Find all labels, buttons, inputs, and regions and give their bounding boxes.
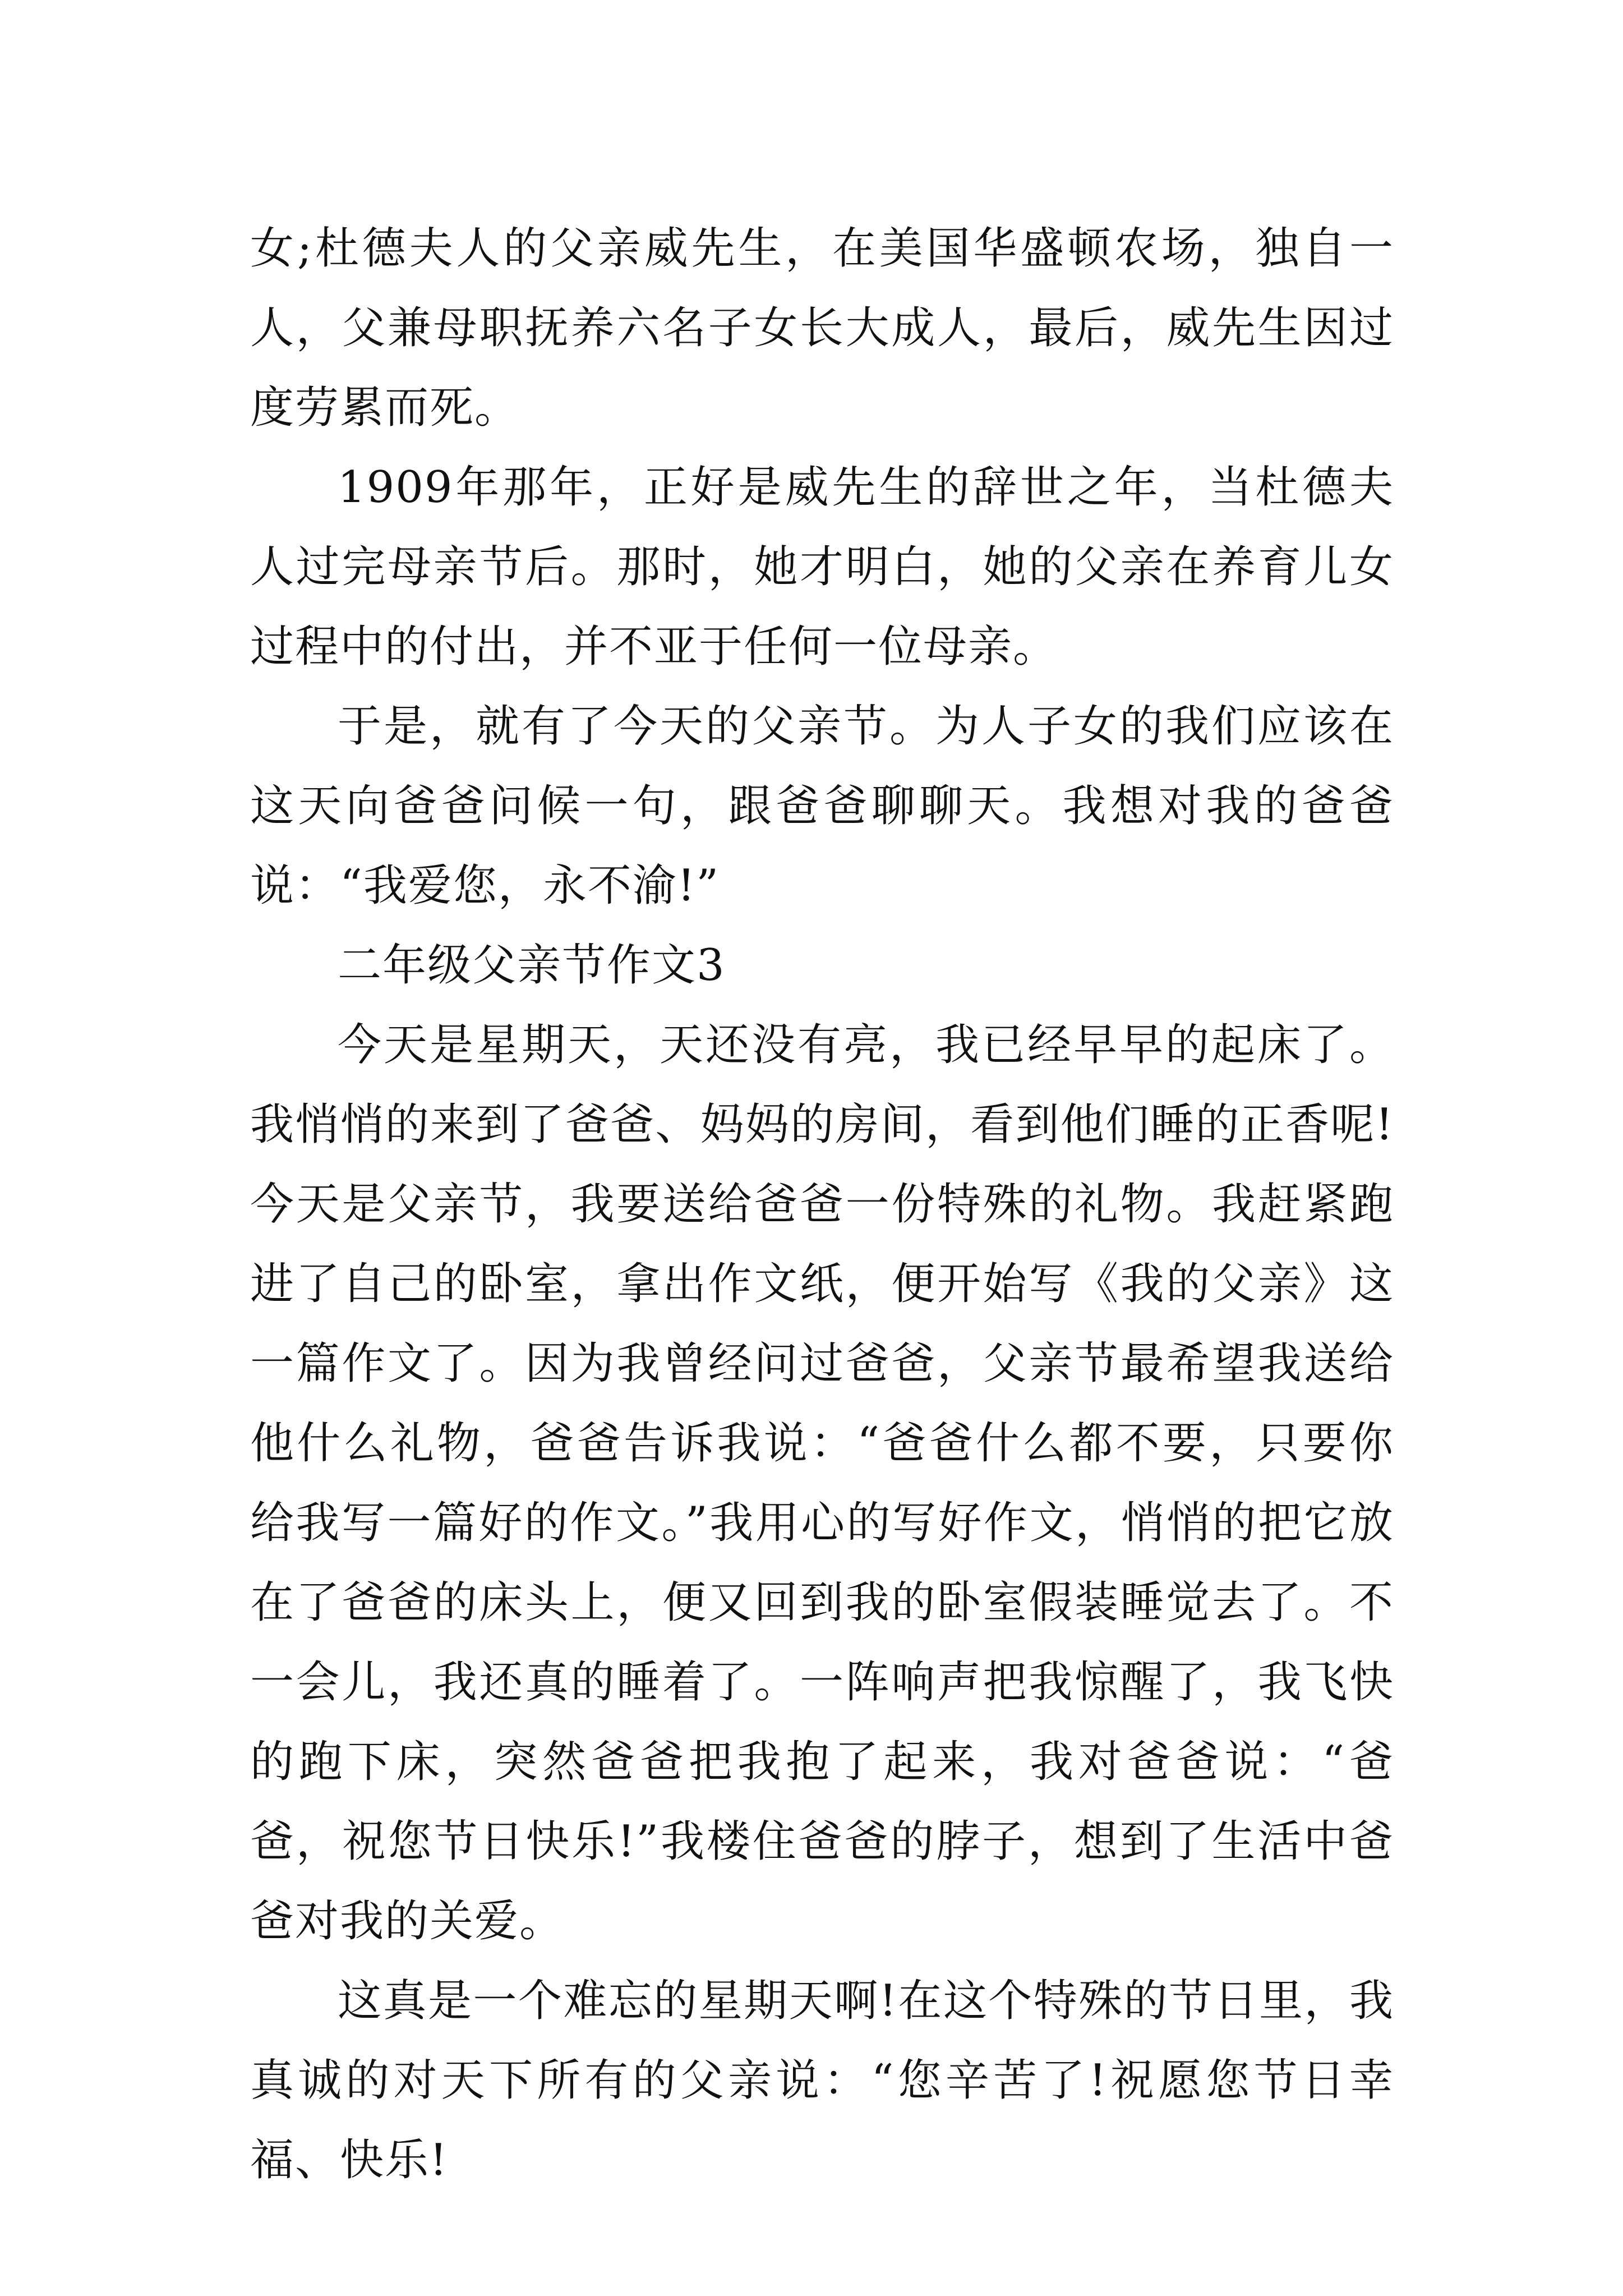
paragraph-closing-wishes: 这真是一个难忘的星期天啊!在这个特殊的节日里，我真诚的对天下所有的父亲说：“您辛苦了!祝愿您节日幸福、快乐! — [250, 1976, 1394, 2185]
essay-heading: 二年级父亲节作文3 — [338, 940, 726, 991]
paragraph-sunday-gift: 今天是星期天，天还没有亮，我已经早早的起床了。我悄悄的来到了爸爸、妈妈的房间，看到他们睡的正香呢!今天是父亲节，我要送给爸爸一份特殊的礼物。我赶紧跑进了自己的卧室，拿出作文纸，便开始写《我的父亲》这一篇作文了。因为我曾经问过爸爸，父亲节最希望我送给他什么礼物，爸爸告诉我说：“爸爸什么都不要，只要你给我写一篇好的作文。”我用心的写好作文，悄悄的把它放在了爸爸的床头上，便又回到我的卧室假装睡觉去了。不一会儿，我还真的睡着了。一阵响声把我惊醒了，我飞快的跑下床，突然爸爸把我抱了起来，我对爸爸说：“爸爸，祝您节日快乐!”我楼住爸爸的脖子，想到了生活中爸爸对我的关爱。 — [250, 1020, 1394, 1947]
paragraph-father-story-ending: 女;杜德夫人的父亲威先生，在美国华盛顿农场，独自一人，父兼母职抚养六名子女长大成人，最后，威先生因过度劳累而死。 — [250, 223, 1394, 433]
paragraph-fathers-day-origin: 于是，就有了今天的父亲节。为人子女的我们应该在这天向爸爸问候一句，跟爸爸聊聊天。我想对我的爸爸说：“我爱您，永不渝!” — [250, 701, 1394, 911]
paragraph-1909: 1909年那年，正好是威先生的辞世之年，当杜德夫人过完母亲节后。那时，她才明白，她的父亲在养育儿女过程中的付出，并不亚于任何一位母亲。 — [250, 462, 1394, 672]
document-body — [250, 209, 1394, 2200]
